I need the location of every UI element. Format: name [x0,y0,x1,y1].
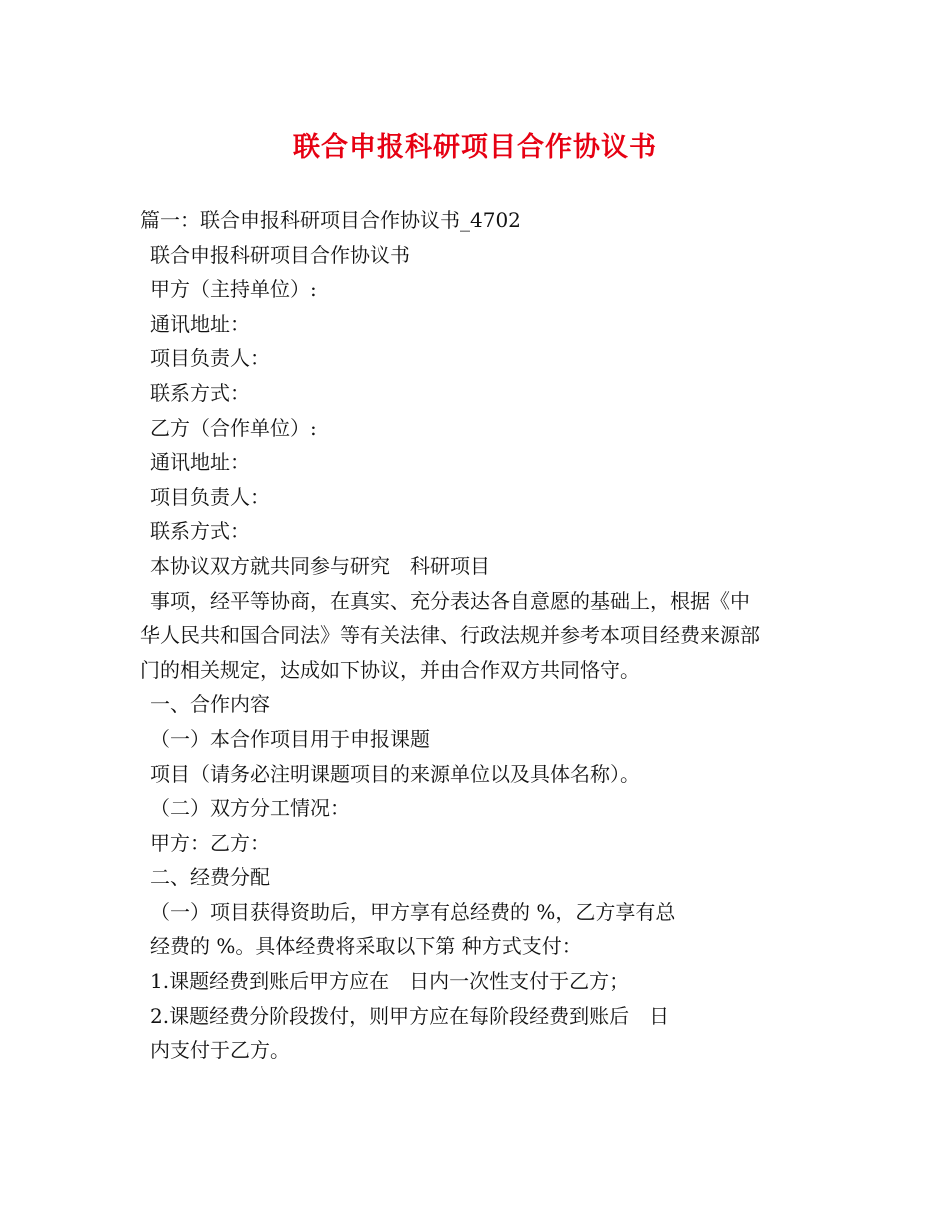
body-line-heading: 篇一：联合申报科研项目合作协议书_4702 [140,208,521,232]
section-heading: 一、合作内容 [150,692,270,717]
body-line: 联系方式： [150,519,250,544]
body-line: （一）本合作项目用于申报课题 [150,726,430,751]
body-line: 本协议双方就共同参与研究 科研项目 [150,553,490,578]
body-line: 1.课题经费到账后甲方应在 日内一次性支付于乙方； [150,969,630,994]
body-line: 门的相关规定，达成如下协议，并由合作双方共同恪守。 [140,657,640,682]
body-line: （二）双方分工情况： [150,796,350,821]
body-line: （一）项目获得资助后，甲方享有总经费的 %，乙方享有总 [150,899,676,924]
body-line: 项目（请务必注明课题项目的来源单位以及具体名称）。 [150,761,640,786]
body-line: 联合申报科研项目合作协议书 [150,242,410,267]
body-line: 联系方式： [150,380,250,405]
body-line: 乙方（合作单位）: [150,415,317,440]
body-line: 华人民共和国合同法》等有关法律、行政法规并参考本项目经费来源部 [140,623,760,648]
body-line: 项目负责人： [150,484,270,509]
body-line: 事项，经平等协商，在真实、充分表达各自意愿的基础上，根据《中 [150,588,750,613]
body-line: 甲方：乙方： [150,830,270,855]
body-line: 甲方（主持单位）: [150,277,317,302]
document-title: 联合申报科研项目合作协议书 [293,132,657,163]
body-line: 通讯地址： [150,311,250,336]
body-line: 项目负责人： [150,346,270,371]
document-body [140,203,830,1068]
body-line: 内支付于乙方。 [150,1038,290,1063]
body-line: 通讯地址： [150,450,250,475]
body-line: 经费的 %。具体经费将采取以下第 种方式支付： [150,934,582,959]
section-heading: 二、经费分配 [150,865,270,890]
body-line: 2.课题经费分阶段拨付，则甲方应在每阶段经费到账后 日 [150,1003,670,1028]
